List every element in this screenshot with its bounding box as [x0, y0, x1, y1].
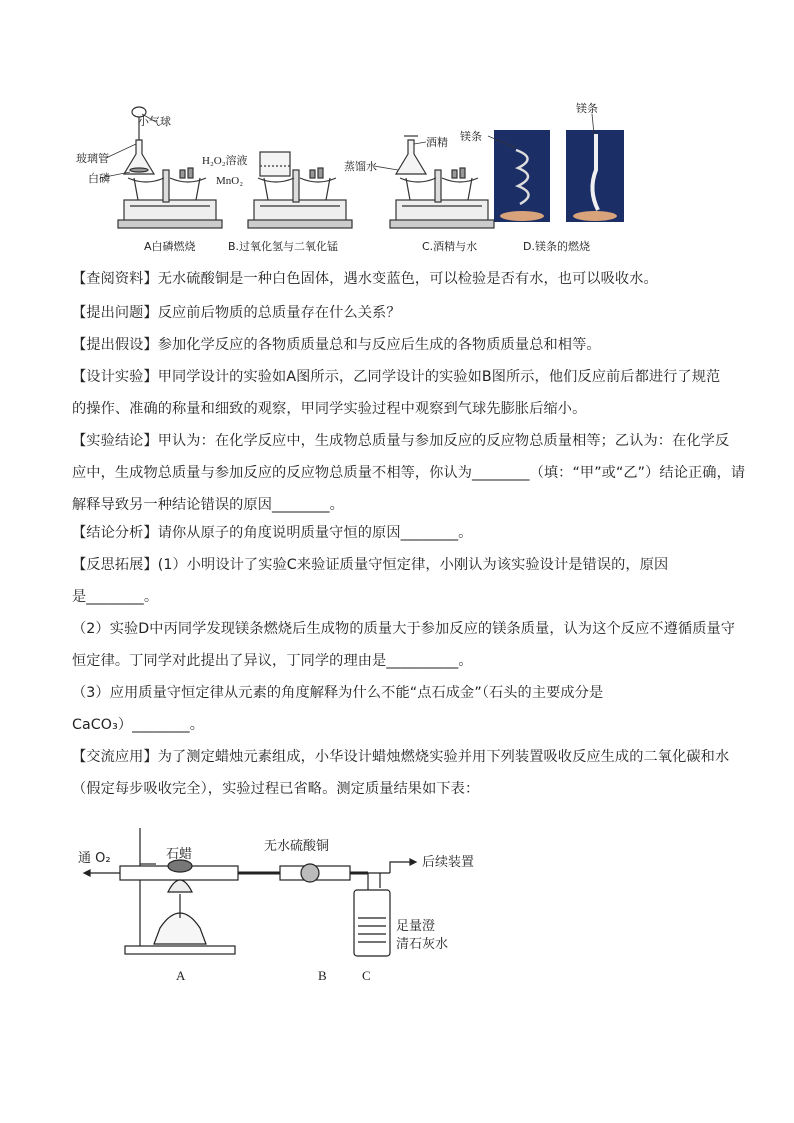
caption-a: A白磷燃烧 [144, 240, 196, 253]
label-limewater-1: 足量澄 [396, 919, 436, 934]
caption-c: C.酒精与水 [422, 240, 478, 253]
paragraph-6-line-1: 是________。 [72, 589, 159, 605]
label-balloon: 小气球 [138, 115, 171, 128]
label-C: C [362, 968, 371, 983]
label-B: B [318, 968, 327, 983]
paragraph-7-line-0: （2）实验D中丙同学发现镁条燃烧后生成物的质量大于参加反应的镁条质量，认为这个反应不遵循质量守 [72, 621, 736, 637]
paragraph-3-line-0: 【设计实验】甲同学设计的实验如A图所示，乙同学设计的实验如B图所示，他们反应前后都进行了规范 [72, 369, 721, 385]
caption-b: B.过氧化氢与二氧化锰 [228, 240, 339, 253]
paragraph-4-line-0: 【实验结论】甲认为：在化学反应中，生成物总质量与参加反应的反应物总质量相等；乙认为：在化学反 [72, 433, 730, 449]
paragraph-1-line-0: 【提出问题】反应前后物质的总质量存在什么关系？ [72, 305, 401, 321]
paragraph-8-line-1: CaCO₃）________。 [72, 717, 204, 733]
paragraph-4-line-2: 解释导致另一种结论错误的原因________。 [72, 497, 344, 513]
label-cuso4: 无水硫酸铜 [264, 839, 330, 854]
label-white-phosphorus: 白磷 [88, 172, 110, 185]
paragraph-5-line-0: 【结论分析】请你从原子的角度说明质量守恒的原因________。 [72, 525, 473, 541]
label-h2o2: H₂O₂溶液 [202, 155, 248, 167]
label-A: A [176, 968, 186, 983]
label-o2: 通 O₂ [78, 851, 111, 866]
caption-d: D.镁条的燃烧 [523, 240, 590, 253]
balance-c [390, 136, 494, 228]
paragraph-9-line-0: 【交流应用】为了测定蜡烛元素组成，小华设计蜡烛燃烧实验并用下列装置吸收反应生成的二氧化碳和水 [72, 749, 730, 765]
label-mg-top: 镁条 [576, 102, 598, 115]
label-glass-tube: 玻璃管 [76, 152, 109, 165]
paragraph-8-line-0: （3）应用质量守恒定律从元素的角度解释为什么不能“点石成金”（石头的主要成分是 [72, 685, 604, 701]
label-alcohol: 酒精 [426, 136, 448, 149]
magnesium-photos [488, 114, 624, 222]
paragraph-9-line-1: （假定每步吸收完全），实验过程已省略。测定质量结果如下表： [72, 781, 480, 797]
paragraph-7-line-1: 恒定律。丁同学对此提出了异议，丁同学的理由是__________。 [72, 653, 473, 669]
experiment-figure-top [68, 100, 708, 260]
paragraph-6-line-0: 【反思拓展】(1）小明设计了实验C来验证质量守恒定律，小刚认为该实验设计是错误的，原因 [72, 557, 669, 573]
label-mno2: MnO₂ [216, 175, 244, 187]
paragraph-3-line-1: 的操作、准确的称量和细致的观察，甲同学实验过程中观察到气球先膨胀后缩小。 [72, 401, 587, 417]
paragraph-0-line-0: 【查阅资料】无水硫酸铜是一种白色固体，遇水变蓝色，可以检验是否有水，也可以吸收水。 [72, 271, 658, 287]
label-next: 后续装置 [422, 855, 475, 870]
label-mg-left: 镁条 [460, 130, 482, 143]
label-limewater-2: 清石灰水 [396, 937, 449, 952]
balance-b [248, 152, 352, 228]
apparatus-figure [70, 828, 490, 988]
paragraph-2-line-0: 【提出假设】参加化学反应的各物质质量总和与反应后生成的各物质质量总和相等。 [72, 337, 601, 353]
paragraph-4-line-1: 应中，生成物总质量与参加反应的反应物总质量不相等，你认为________（填：“甲”或“乙”）结论正确，请 [72, 465, 746, 481]
label-wax: 石蜡 [166, 847, 193, 862]
label-water: 蒸馏水 [344, 160, 377, 173]
